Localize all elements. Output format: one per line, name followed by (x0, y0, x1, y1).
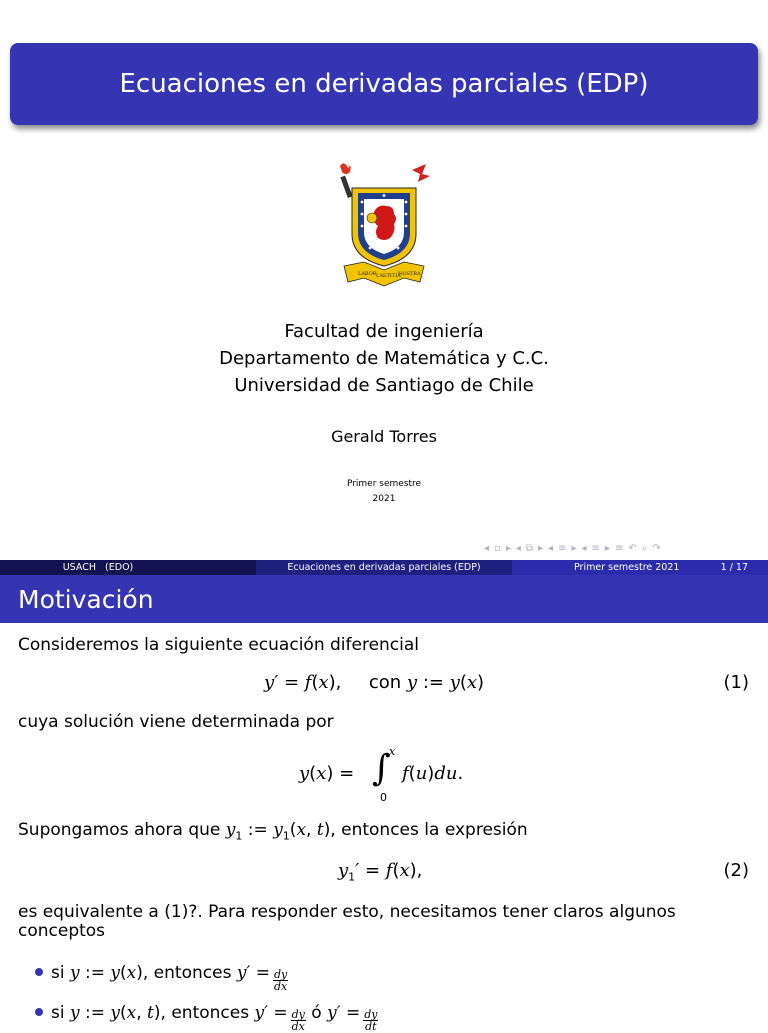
nav-doc-icon[interactable]: ≡ (591, 542, 600, 554)
institution-line: Facultad de ingeniería (284, 321, 484, 342)
footer-title: Ecuaciones en derivadas parciales (EDP) (287, 562, 481, 573)
seal-motto-3: NOSTRA (398, 271, 421, 277)
suppose-lead: Supongamos ahora que (18, 820, 221, 840)
eq1-connector: con (368, 672, 402, 693)
suppose-tail: , entonces la expresión (330, 820, 528, 840)
nav-next-icon[interactable]: ▸ (571, 542, 577, 554)
footer-right (512, 560, 768, 575)
frame-title-bar (0, 575, 768, 623)
nav-menu-icon[interactable]: ≡ (614, 542, 624, 554)
nav-next-icon[interactable]: ▸ (505, 542, 511, 554)
motivation-slide (0, 575, 768, 1033)
equation-2: $y_1' = f(x)$, (2) (338, 860, 749, 884)
footer-date: Primer semestre 2021 (574, 562, 680, 573)
nav-prev-icon[interactable]: ◂ (548, 542, 554, 554)
question-line: es equivalente a (1)?. Para responder esto, necesitamos tener claros algunos (18, 902, 676, 922)
date-year: 2021 (372, 494, 396, 504)
integral-equation: y(x) = ∫ x 0 f(u)du. (299, 745, 464, 804)
bullet-item-1: si y := y ( x ) , entonces y′ = $\frac{dy}{dx}$ (35, 963, 288, 992)
date-block (0, 477, 768, 507)
nav-frame-icon[interactable]: ▫ (494, 542, 501, 554)
nav-section-icon[interactable]: ≡ (558, 542, 567, 554)
solution-text: cuya solución viene determinada por (18, 712, 334, 732)
footer-left (0, 560, 256, 575)
bullet2-or: ó (311, 1003, 322, 1023)
institution-line: Departamento de Matemática y C.C. (219, 348, 549, 369)
seal-motto-2: LAETITIA (376, 273, 401, 279)
footer-page-number: 1 / 17 (720, 562, 748, 573)
nav-search-icon[interactable]: ⌕ (641, 542, 648, 554)
nav-back-icon[interactable]: ↶ (628, 542, 637, 554)
suppose-text: Supongamos ahora que $y_1$ := $y_1(x$, t), entonces la expresión (18, 820, 528, 843)
bullet1-prefix: si (51, 963, 65, 983)
frame-title: Motivación (18, 584, 154, 614)
nav-prev-icon[interactable]: ◂ (581, 542, 587, 554)
equation-number-1: (1) (723, 672, 749, 693)
nav-prev-icon[interactable]: ◂ (484, 542, 490, 554)
date-semester: Primer semestre (346, 479, 422, 489)
bullet1-mid: , entonces (142, 963, 232, 983)
bullet-icon (35, 968, 43, 976)
bullet-icon (35, 1008, 43, 1016)
bullet2-mid: , entonces (160, 1003, 250, 1023)
nav-subsection-icon[interactable]: ⧉ (525, 542, 534, 554)
beamer-footer (0, 560, 768, 575)
equation-number-2: (2) (723, 860, 749, 881)
footer-middle (256, 560, 512, 575)
seal-motto-1: LABOR (358, 271, 377, 277)
nav-next-icon[interactable]: ▸ (604, 542, 610, 554)
question-text (18, 903, 676, 941)
university-seal-logo (334, 162, 434, 290)
institution-line: Universidad de Santiago de Chile (234, 375, 534, 396)
title-box (10, 43, 758, 125)
bullet2-prefix: si (51, 1003, 65, 1023)
beamer-navigation-symbols (484, 540, 768, 556)
question-line: conceptos (18, 921, 106, 941)
intro-text: Consideremos la siguiente ecuación diferencial (18, 635, 420, 655)
nav-prev-icon[interactable]: ◂ (515, 542, 521, 554)
author-name: Gerald Torres (331, 427, 437, 446)
bullet-item-2: si y := y ( x , t ) , entonces y′ = $\frac{dy}{dx}$ ó y′ = $\frac{dy}{dt}$ (35, 1003, 378, 1032)
equation-1: y′ = f(x), con y := y(x) (1) (264, 672, 749, 693)
slide-title: Ecuaciones en derivadas parciales (EDP) (119, 69, 649, 99)
nav-next-icon[interactable]: ▸ (538, 542, 544, 554)
footer-institution: USACH (EDO) (62, 562, 134, 573)
nav-forward-icon[interactable]: ↷ (652, 542, 661, 554)
institution-block (0, 318, 768, 399)
